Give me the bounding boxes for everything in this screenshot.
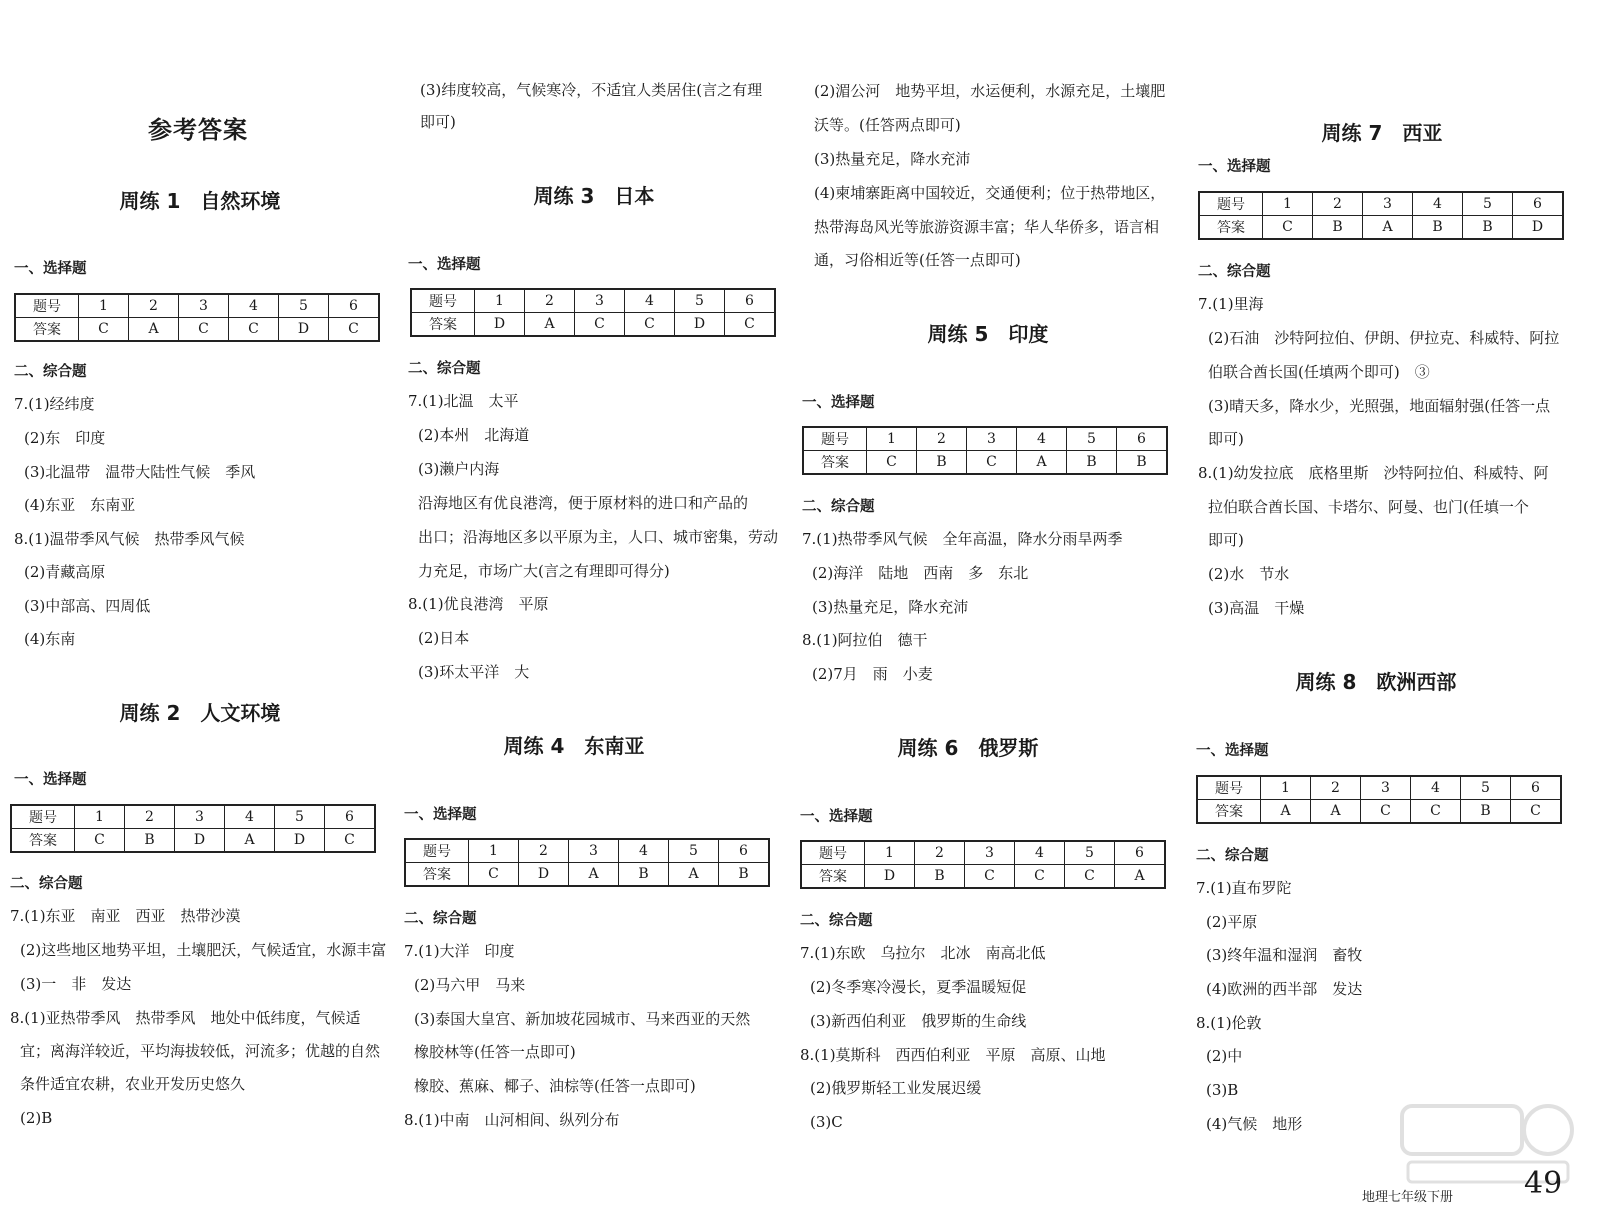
footer-book-name: 地理七年级下册 xyxy=(1362,1190,1454,1205)
answer-line: (2)石油 沙特阿拉伯、伊朗、伊拉克、科威特、阿拉 xyxy=(1208,329,1560,347)
answer-line: (3)泰国大皇宫、新加坡花园城市、马来西亚的天然 xyxy=(414,1010,751,1028)
section-title-6: 周练 6 俄罗斯 xyxy=(897,736,1039,760)
answer-line: (3)一 非 发达 xyxy=(20,975,132,993)
answer-table-7 xyxy=(1198,191,1564,240)
comp-heading-7: 二、综合题 xyxy=(1198,264,1271,280)
section-title-7: 周练 7 西亚 xyxy=(1321,121,1443,145)
answer-line: 拉伯联合酋长国、卡塔尔、阿曼、也门(任填一个 xyxy=(1208,498,1529,516)
choice-heading-7: 一、选择题 xyxy=(1198,159,1271,175)
column-4 xyxy=(1196,0,1568,1213)
table-row-numbers: 题号 1 2 3 4 5 6 xyxy=(803,427,1167,451)
answer-line: 8.(1)阿拉伯 德干 xyxy=(802,631,928,649)
answer-line: 7.(1)北温 太平 xyxy=(408,392,519,410)
answer-line: 通，习俗相近等(任答一点即可) xyxy=(814,251,1021,269)
section-title-4: 周练 4 东南亚 xyxy=(503,734,645,758)
answer-table-1 xyxy=(14,293,380,342)
answer-line: (3)环太平洋 大 xyxy=(418,663,530,681)
answer-line: (2)7月 雨 小麦 xyxy=(812,665,933,683)
answer-line: (3)热量充足，降水充沛 xyxy=(814,150,971,168)
answer-line: (2)俄罗斯轻工业发展迟缓 xyxy=(810,1079,982,1097)
table-row-answers: 答案 A A C C B C xyxy=(1197,800,1561,824)
table-row-answers: 答案 C D A B A B xyxy=(405,863,769,887)
page-title: 参考答案 xyxy=(148,116,248,144)
choice-heading-8: 一、选择题 xyxy=(1196,743,1269,759)
answer-line: 8.(1)温带季风气候 热带季风气候 xyxy=(14,530,245,548)
answer-line: (3)纬度较高，气候寒冷，不适宜人类居住(言之有理 xyxy=(420,81,763,99)
table-row-numbers: 题号 1 2 3 4 5 6 xyxy=(15,294,379,318)
section-title-2: 周练 2 人文环境 xyxy=(119,701,281,725)
answer-line: (2)中 xyxy=(1206,1047,1243,1065)
table-row-numbers: 题号 1 2 3 4 5 6 xyxy=(405,839,769,863)
table-row-numbers: 题号 1 2 3 4 5 6 xyxy=(11,805,375,829)
answer-line: 伯联合酋长国(任填两个即可) ③ xyxy=(1208,363,1430,381)
answer-line: (2)海洋 陆地 西南 多 东北 xyxy=(812,564,1029,582)
answer-table-8 xyxy=(1196,775,1562,824)
comp-heading-6: 二、综合题 xyxy=(800,913,873,929)
answer-line: 即可) xyxy=(1208,430,1244,448)
section-title-1: 周练 1 自然环境 xyxy=(119,189,281,213)
answer-line: (2)平原 xyxy=(1206,913,1258,931)
choice-heading-5: 一、选择题 xyxy=(802,395,875,411)
answer-line: (3)北温带 温带大陆性气候 季风 xyxy=(24,463,256,481)
answer-line: (3)终年温和湿润 畜牧 xyxy=(1206,946,1363,964)
section-title-3: 周练 3 日本 xyxy=(533,184,655,208)
table-row-numbers: 题号 1 2 3 4 5 6 xyxy=(411,289,775,313)
section-title-5: 周练 5 印度 xyxy=(927,322,1049,346)
answer-line: 7.(1)东欧 乌拉尔 北冰 南高北低 xyxy=(800,944,1046,962)
choice-heading-2: 一、选择题 xyxy=(14,772,87,788)
answer-line: 8.(1)幼发拉底 底格里斯 沙特阿拉伯、科威特、阿 xyxy=(1198,464,1549,482)
answer-line: (3)B xyxy=(1206,1081,1239,1099)
answer-line: 宜；离海洋较近，平均海拔较低，河流多；优越的自然 xyxy=(20,1042,381,1060)
answer-line: 7.(1)直布罗陀 xyxy=(1196,879,1292,897)
answer-table-5 xyxy=(802,426,1168,475)
answer-line: 出口；沿海地区多以平原为主，人口、城市密集，劳动 xyxy=(418,528,779,546)
table-row-answers: 答案 C B A B B D xyxy=(1199,216,1563,240)
answer-line: (4)东南 xyxy=(24,630,76,648)
comp-heading-8: 二、综合题 xyxy=(1196,848,1269,864)
answer-line: 热带海岛风光等旅游资源丰富；华人华侨多，语言相 xyxy=(814,218,1160,236)
table-row-numbers: 题号 1 2 3 4 5 6 xyxy=(1197,776,1561,800)
answer-line: 7.(1)里海 xyxy=(1198,295,1264,313)
table-row-answers: 答案 C B D A D C xyxy=(11,829,375,853)
answer-line: (4)气候 地形 xyxy=(1206,1115,1303,1133)
answer-table-4 xyxy=(404,838,770,887)
answer-line: (3)濑户内海 xyxy=(418,460,500,478)
answer-line: 8.(1)亚热带季风 热带季风 地处中低纬度，气候适 xyxy=(10,1009,361,1027)
answer-line: (3)新西伯利亚 俄罗斯的生命线 xyxy=(810,1012,1027,1030)
answer-line: (4)欧洲的西半部 发达 xyxy=(1206,980,1363,998)
answer-line: 橡胶林等(任答一点即可) xyxy=(414,1043,576,1061)
answer-line: 8.(1)莫斯科 西西伯利亚 平原 高原、山地 xyxy=(800,1046,1106,1064)
choice-heading-1: 一、选择题 xyxy=(14,261,87,277)
answer-line: (2)日本 xyxy=(418,629,470,647)
answer-line: (2)马六甲 马来 xyxy=(414,976,526,994)
answer-line: (2)湄公河 地势平坦，水运便利，水源充足，土壤肥 xyxy=(814,82,1166,100)
answer-line: 8.(1)优良港湾 平原 xyxy=(408,595,549,613)
answer-line: 7.(1)经纬度 xyxy=(14,395,95,413)
answer-line: 力充足，市场广大(言之有理即可得分) xyxy=(418,562,670,580)
comp-heading-2: 二、综合题 xyxy=(10,876,83,892)
answer-table-6 xyxy=(800,840,1166,889)
column-2 xyxy=(404,0,780,1213)
choice-heading-6: 一、选择题 xyxy=(800,809,873,825)
comp-heading-1: 二、综合题 xyxy=(14,364,87,380)
answer-line: 条件适宜农耕，农业开发历史悠久 xyxy=(20,1075,246,1093)
answer-line: 沿海地区有优良港湾，便于原材料的进口和产品的 xyxy=(418,494,749,512)
answer-table-3 xyxy=(410,288,776,337)
answer-line: (2)这些地区地势平坦，土壤肥沃，气候适宜，水源丰富 xyxy=(20,941,387,959)
answer-line: 7.(1)热带季风气候 全年高温，降水分雨旱两季 xyxy=(802,530,1123,548)
section-title-8: 周练 8 欧洲西部 xyxy=(1295,670,1457,694)
table-row-answers: 答案 C B C A B B xyxy=(803,451,1167,475)
answer-line: 8.(1)中南 山河相间、纵列分布 xyxy=(404,1111,620,1129)
answer-line: (2)冬季寒冷漫长，夏季温暖短促 xyxy=(810,978,1027,996)
answer-line: (3)高温 干燥 xyxy=(1208,599,1305,617)
table-row-answers: 答案 D B C C C A xyxy=(801,865,1165,889)
answer-line: (4)东亚 东南亚 xyxy=(24,496,136,514)
answer-line: 即可) xyxy=(1208,531,1244,549)
answer-line: (4)柬埔寨距离中国较近，交通便利；位于热带地区， xyxy=(814,184,1166,202)
comp-heading-3: 二、综合题 xyxy=(408,361,481,377)
answer-line: 即可) xyxy=(420,113,456,131)
answer-line: (2)B xyxy=(20,1109,53,1127)
table-row-answers: 答案 D A C C D C xyxy=(411,313,775,337)
column-3 xyxy=(802,0,1174,1213)
answer-line: 沃等。(任答两点即可) xyxy=(814,116,961,134)
answer-line: 8.(1)伦敦 xyxy=(1196,1014,1262,1032)
comp-heading-4: 二、综合题 xyxy=(404,911,477,927)
table-row-numbers: 题号 1 2 3 4 5 6 xyxy=(801,841,1165,865)
answer-line: (3)中部高、四周低 xyxy=(24,597,151,615)
choice-heading-4: 一、选择题 xyxy=(404,807,477,823)
comp-heading-5: 二、综合题 xyxy=(802,499,875,515)
answer-line: (3)热量充足，降水充沛 xyxy=(812,598,969,616)
answer-line: (2)青藏高原 xyxy=(24,563,106,581)
answer-line: (2)水 节水 xyxy=(1208,565,1290,583)
answer-line: (3)C xyxy=(810,1113,843,1131)
answer-line: (2)东 印度 xyxy=(24,429,106,447)
answer-line: (3)晴天多，降水少，光照强，地面辐射强(任答一点 xyxy=(1208,397,1551,415)
column-1 xyxy=(10,0,387,1213)
answer-line: (2)本州 北海道 xyxy=(418,426,530,444)
page-number: 49 xyxy=(1524,1166,1563,1201)
table-row-numbers: 题号 1 2 3 4 5 6 xyxy=(1199,192,1563,216)
table-row-answers: 答案 C A C C D C xyxy=(15,318,379,342)
answer-line: 7.(1)东亚 南亚 西亚 热带沙漠 xyxy=(10,907,241,925)
answer-table-2 xyxy=(10,804,376,853)
choice-heading-3: 一、选择题 xyxy=(408,257,481,273)
answer-line: 橡胶、蕉麻、椰子、油棕等(任答一点即可) xyxy=(414,1077,696,1095)
answer-line: 7.(1)大洋 印度 xyxy=(404,942,515,960)
